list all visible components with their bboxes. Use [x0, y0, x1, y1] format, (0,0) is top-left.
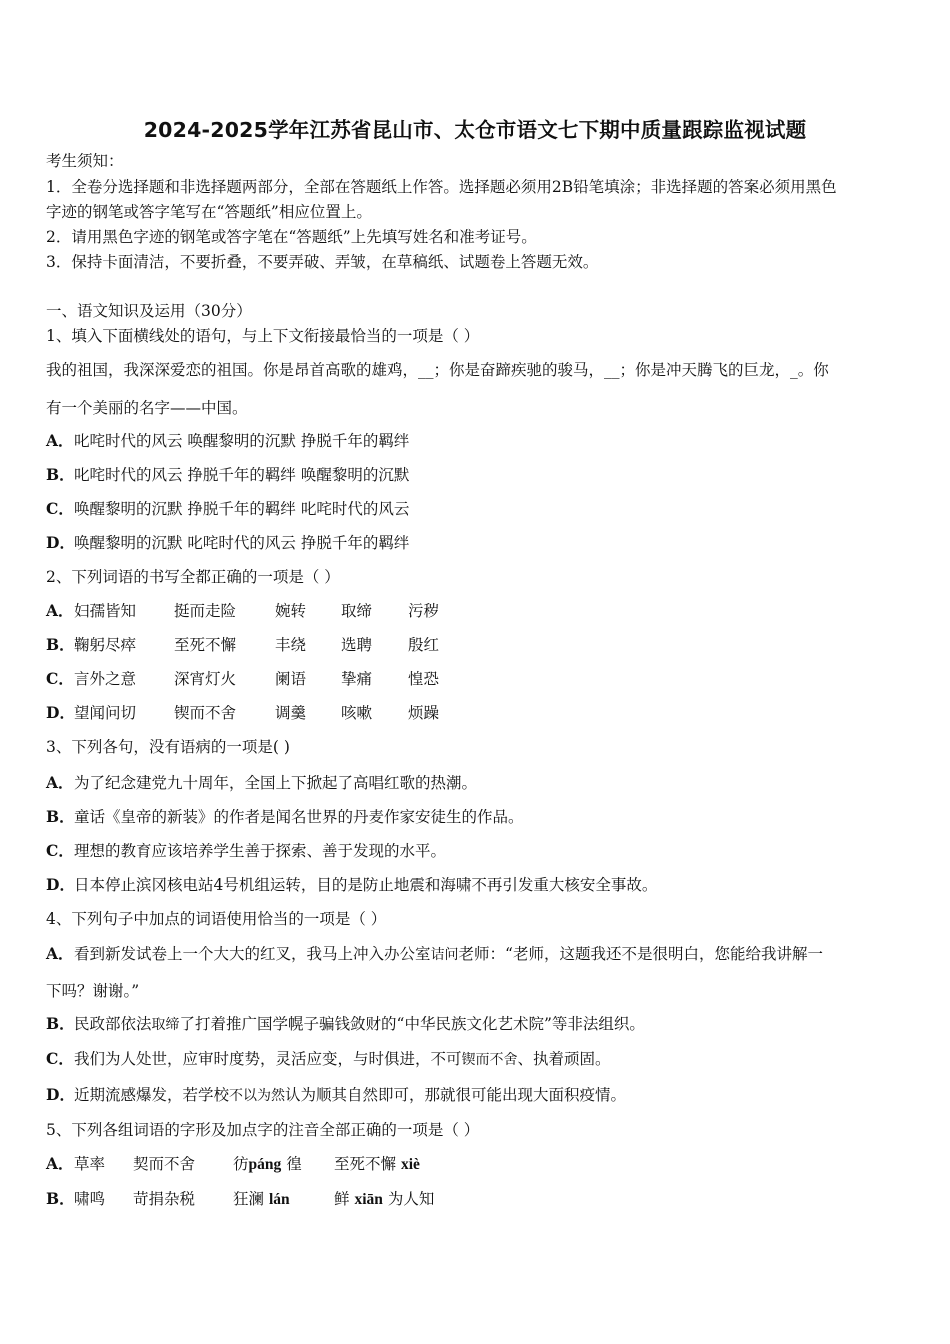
notice-item-1-cont: 字迹的钢笔或答字笔写在“答题纸”相应位置上。 — [46, 203, 372, 221]
question-1-option-b — [46, 465, 409, 485]
option-letter: A． — [46, 431, 74, 450]
dotted-word: 不以为然 — [229, 1088, 286, 1104]
question-2-option-c — [46, 669, 468, 689]
word-with-pinyin — [233, 1154, 334, 1175]
question-4-option-a-cont: 下吗？谢谢。” — [46, 982, 140, 1000]
option-text: 老师：“老师，这题我还不是很明白，您能给我讲解一 — [458, 945, 823, 963]
question-1-stem: 1、填入下面横线处的语句，与上下文衔接最恰当的一项是（ ） — [46, 327, 480, 345]
word: 取缔 — [341, 602, 373, 620]
word: 烦躁 — [408, 704, 440, 722]
word: 妇孺皆知 — [74, 602, 137, 620]
question-1-passage: 我的祖国，我深深爱恋的祖国。你是昂首高歌的雄鸡，__；你是奋蹄疾驰的骏马，__；你是冲天腾飞的巨龙，_。你 — [46, 361, 829, 379]
word: 望闻问切 — [74, 704, 137, 722]
question-3-option-d — [46, 875, 657, 895]
word: 阑语 — [275, 670, 307, 688]
question-4-stem: 4、下列句子中加点的词语使用恰当的一项是（ ） — [46, 910, 387, 928]
notice-heading: 考生须知： — [46, 152, 124, 170]
option-letter: C． — [46, 669, 74, 688]
dotted-char: 鲜 — [334, 1190, 350, 1208]
question-2-option-d — [46, 703, 468, 723]
question-1-option-d — [46, 533, 409, 553]
word: 污秽 — [408, 602, 440, 620]
option-text: 日本停止滨冈核电站4号机组运转，目的是防止地震和海啸不再引发重大核安全事故。 — [74, 876, 658, 894]
question-5-option-a — [46, 1154, 420, 1175]
dotted-word: 锲而不舍 — [461, 1052, 518, 1068]
option-letter: D． — [46, 703, 75, 722]
word: 至死不懈 — [334, 1155, 397, 1173]
option-text: 叱咤时代的风云 唤醒黎明的沉默 挣脱千年的羁绊 — [74, 432, 410, 450]
word: 调羹 — [275, 704, 307, 722]
option-letter: B． — [46, 465, 75, 484]
question-2-option-b — [46, 635, 468, 655]
question-4-option-d — [46, 1085, 626, 1106]
word: 殷红 — [408, 636, 440, 654]
option-text: 唤醒黎明的沉默 挣脱千年的羁绊 叱咤时代的风云 — [74, 500, 410, 518]
dotted-word: 诘问 — [430, 947, 459, 963]
word: 鞠躬尽瘁 — [74, 636, 137, 654]
word: 言外之意 — [74, 670, 137, 688]
word: 草率 — [74, 1155, 106, 1173]
pinyin: xiān — [354, 1191, 383, 1208]
word: 惶恐 — [408, 670, 440, 688]
word: 选聘 — [341, 636, 373, 654]
word: 锲而不舍 — [174, 704, 237, 722]
word: 狂澜 — [233, 1190, 265, 1208]
word-rest: 为人知 — [387, 1190, 435, 1208]
word-with-pinyin — [233, 1189, 334, 1210]
question-4-option-c — [46, 1049, 611, 1070]
word-with-pinyin — [334, 1154, 420, 1175]
word: 至死不懈 — [174, 636, 237, 654]
option-letter: B． — [46, 807, 75, 826]
option-letter: D． — [46, 875, 75, 894]
question-3-option-b — [46, 807, 524, 827]
word: 挺而走险 — [174, 602, 237, 620]
pinyin: lán — [268, 1191, 290, 1208]
word: 啸鸣 — [74, 1190, 106, 1208]
option-text: 了打着推广国学幌子骗钱敛财的“中华民族文化艺术院”等非法组织。 — [179, 1015, 645, 1033]
option-letter: A． — [46, 1154, 74, 1173]
dotted-char: 彷 — [233, 1155, 249, 1173]
option-letter: A． — [46, 944, 74, 963]
option-letter: C． — [46, 499, 74, 518]
option-text: 为了纪念建党九十周年，全国上下掀起了高唱红歌的热潮。 — [74, 774, 478, 792]
option-letter: B． — [46, 1189, 75, 1208]
option-letter: B． — [46, 1014, 75, 1033]
question-5-option-b — [46, 1189, 434, 1210]
question-3-option-c — [46, 841, 446, 861]
option-text: 唤醒黎明的沉默 叱咤时代的风云 挣脱千年的羁绊 — [74, 534, 410, 552]
option-text: 理想的教育应该培养学生善于探索、善于发现的水平。 — [74, 842, 447, 860]
option-letter: D． — [46, 1085, 75, 1104]
question-4-option-b — [46, 1014, 645, 1035]
option-letter: A． — [46, 773, 74, 792]
option-text: 民政部依法 — [74, 1015, 152, 1033]
question-1-option-a — [46, 431, 409, 451]
option-text: 我们为人处世，应审时度势，灵活应变，与时俱进，不可 — [74, 1050, 462, 1068]
question-1-passage-cont: 有一个美丽的名字——中国。 — [46, 399, 248, 417]
exam-title: 2024-2025学年江苏省昆山市、太仓市语文七下期中质量跟踪监视试题 — [143, 118, 807, 142]
word: 挚痛 — [341, 670, 373, 688]
option-text: 、执着顽固。 — [517, 1050, 611, 1068]
word: 契而不舍 — [133, 1155, 196, 1173]
question-5-stem: 5、下列各组词语的字形及加点字的注音全部正确的一项是（ ） — [46, 1121, 480, 1139]
question-2-stem: 2、下列词语的书写全都正确的一项是（ ） — [46, 568, 340, 586]
word: 咳嗽 — [341, 704, 373, 722]
question-3-stem: 3、下列各句，没有语病的一项是( ) — [46, 738, 290, 756]
option-letter: C． — [46, 841, 74, 860]
word: 丰绕 — [275, 636, 307, 654]
option-text: 叱咤时代的风云 挣脱千年的羁绊 唤醒黎明的沉默 — [74, 466, 410, 484]
word-rest: 徨 — [286, 1155, 302, 1173]
notice-item-2: 2．请用黑色字迹的钢笔或答字笔在“答题纸”上先填写姓名和准考证号。 — [46, 228, 537, 246]
question-4-option-a — [46, 944, 823, 965]
option-text: 童话《皇帝的新装》的作者是闻名世界的丹麦作家安徒生的作品。 — [74, 808, 524, 826]
option-letter: C． — [46, 1049, 74, 1068]
word: 苛捐杂税 — [133, 1190, 196, 1208]
word-with-pinyin — [334, 1189, 434, 1210]
option-letter: B． — [46, 635, 75, 654]
option-text: 看到新发试卷上一个大大的红叉，我马上冲入办公室 — [74, 945, 431, 963]
notice-item-3: 3．保持卡面清洁，不要折叠，不要弄破、弄皱，在草稿纸、试题卷上答题无效。 — [46, 253, 599, 271]
pinyin: páng — [248, 1156, 282, 1173]
section-heading: 一、语文知识及运用（30分） — [46, 302, 252, 320]
option-text: 近期流感爆发，若学校 — [74, 1086, 230, 1104]
question-1-option-c — [46, 499, 409, 519]
notice-item-1: 1．全卷分选择题和非选择题两部分，全部在答题纸上作答。选择题必须用2B铅笔填涂；非选择题的答案必须用黑色 — [46, 178, 837, 196]
word: 婉转 — [275, 602, 307, 620]
word: 深宵灯火 — [174, 670, 237, 688]
question-3-option-a — [46, 773, 477, 793]
dotted-word: 取缔 — [151, 1017, 180, 1033]
option-letter: D． — [46, 533, 75, 552]
option-text: 认为顺其自然即可，那就很可能出现大面积疫情。 — [285, 1086, 627, 1104]
question-2-option-a — [46, 601, 468, 621]
option-letter: A． — [46, 601, 74, 620]
pinyin: xiè — [400, 1156, 420, 1173]
